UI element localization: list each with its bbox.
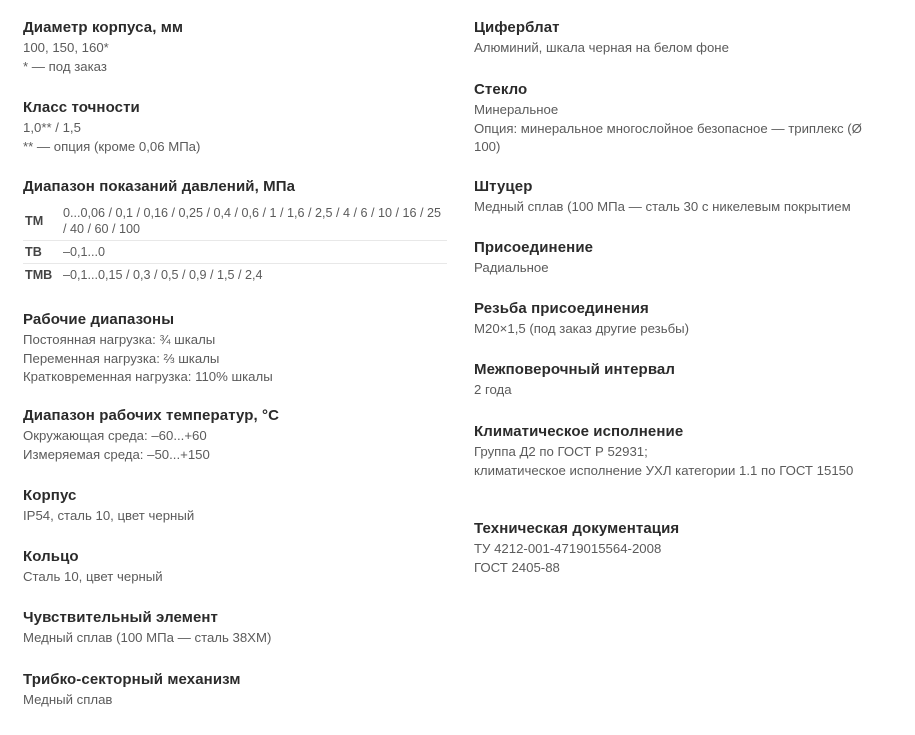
spec-value: Медный сплав (100 МПа — сталь 38ХМ) [23, 630, 272, 645]
spec-value: 100) [474, 139, 501, 154]
spec-title: Рабочие диапазоны [23, 311, 175, 328]
spec-value: Переменная нагрузка: ⅔ шкалы [23, 350, 220, 366]
spec-value: 2 года [474, 382, 512, 397]
table-row [23, 264, 447, 287]
spec-value: Группа Д2 по ГОСТ Р 52931; [474, 444, 648, 459]
spec-value: Минеральное [474, 102, 559, 117]
range-value: –0,1...0 [63, 245, 106, 259]
spec-docs [474, 519, 904, 577]
spec-title: Присоединение [474, 239, 594, 256]
spec-value: Сталь 10, цвет черный [23, 569, 163, 584]
spec-title: Техническая документация [474, 520, 680, 537]
spec-fitting [474, 177, 904, 217]
spec-case [23, 486, 453, 526]
spec-title: Межповерочный интервал [474, 361, 676, 378]
range-label: ТМВ [25, 268, 53, 282]
spec-value: Измеряемая среда: –50...+150 [23, 446, 210, 462]
spec-value: климатическое исполнение УХЛ категории 1.1 по ГОСТ 15150 [474, 462, 854, 478]
spec-mechanism [23, 670, 453, 710]
spec-accuracy [23, 98, 453, 156]
spec-title: Циферблат [474, 19, 560, 36]
spec-value: IP54, сталь 10, цвет черный [23, 508, 195, 523]
spec-title: Трибко-секторный механизм [23, 671, 241, 688]
spec-value: Окружающая среда: –60...+60 [23, 428, 207, 443]
spec-dial [474, 18, 904, 58]
range-value: –0,1...0,15 / 0,3 / 0,5 / 0,9 / 1,5 / 2,4 [63, 268, 263, 282]
spec-interval [474, 360, 904, 400]
spec-title: Стекло [474, 81, 528, 98]
spec-value: Кратковременная нагрузка: 110% шкалы [23, 369, 273, 384]
spec-note: ** — опция (кроме 0,06 МПа) [23, 138, 201, 154]
spec-climate [474, 422, 904, 480]
range-label: ТМ [25, 214, 44, 228]
spec-title: Резьба присоединения [474, 300, 649, 317]
spec-value: Алюминий, шкала черная на белом фоне [474, 40, 729, 55]
spec-title: Диапазон рабочих температур, °С [23, 407, 280, 424]
spec-temperature [23, 406, 453, 464]
spec-title: Диапазон показаний давлений, МПа [23, 178, 296, 195]
spec-value: 100, 150, 160* [23, 40, 109, 55]
range-value: 0...0,06 / 0,1 / 0,16 / 0,25 / 0,4 / 0,6 / 1 / 1,6 / 2,5 / 4 / 6 / 10 / 16 / 25 / 40 / 60 / 100 [63, 206, 442, 236]
spec-value: М20×1,5 (под заказ другие резьбы) [474, 321, 689, 336]
spec-title: Штуцер [474, 178, 533, 195]
spec-connection [474, 238, 904, 278]
table-row [23, 241, 447, 264]
spec-ring [23, 547, 453, 587]
spec-pressure-range [23, 177, 453, 286]
spec-value: Медный сплав [23, 692, 113, 707]
spec-working-ranges [23, 310, 453, 387]
spec-value: 1,0** / 1,5 [23, 120, 81, 135]
spec-value: Медный сплав (100 МПа — сталь 30 с никелевым покрытием [474, 199, 851, 214]
table-row [23, 202, 447, 241]
spec-glass [474, 80, 904, 157]
spec-title: Климатическое исполнение [474, 423, 684, 440]
spec-diameter [23, 18, 453, 76]
spec-sensor [23, 608, 453, 648]
spec-value: ГОСТ 2405-88 [474, 559, 560, 575]
spec-title: Кольцо [23, 548, 79, 565]
spec-title: Корпус [23, 487, 77, 504]
spec-title: Чувствительный элемент [23, 609, 218, 626]
spec-thread [474, 299, 904, 339]
spec-value: Постоянная нагрузка: ¾ шкалы [23, 332, 216, 347]
spec-title: Диаметр корпуса, мм [23, 19, 184, 36]
spec-value: Радиальное [474, 260, 549, 275]
spec-note: * — под заказ [23, 58, 107, 74]
spec-title: Класс точности [23, 99, 140, 116]
range-label: ТВ [25, 245, 42, 259]
spec-value: Опция: минеральное многослойное безопасное — триплекс (Ø [474, 120, 862, 136]
pressure-range-table [23, 202, 447, 286]
spec-value: ТУ 4212-001-4719015564-2008 [474, 541, 662, 556]
